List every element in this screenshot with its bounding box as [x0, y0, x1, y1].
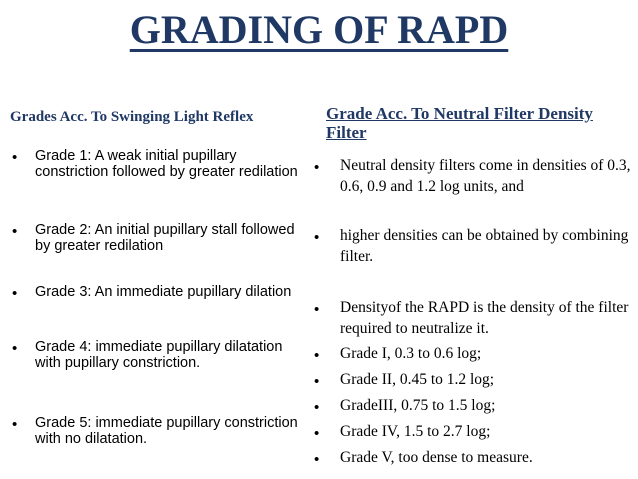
- bullet-icon: •: [314, 159, 320, 176]
- bullet-icon: •: [12, 223, 18, 240]
- right-list-item: GradeIII, 0.75 to 1.5 log;: [340, 397, 496, 414]
- right-column-heading: Grade Acc. To Neutral Filter Density Filter: [326, 104, 593, 142]
- bullet-icon: •: [314, 229, 320, 246]
- left-list-item: Grade 2: An initial pupillary stall followed by greater redilation: [35, 222, 295, 254]
- right-list-item: Grade IV, 1.5 to 2.7 log;: [340, 423, 491, 440]
- left-list-item: Grade 4: immediate pupillary dilatation with pupillary constriction.: [35, 339, 283, 371]
- right-list-item: higher densities can be obtained by combining filter.: [340, 227, 629, 265]
- slide-title: [0, 4, 638, 56]
- bullet-icon: •: [314, 301, 320, 318]
- right-list-item: Grade II, 0.45 to 1.2 log;: [340, 371, 495, 388]
- bullet-icon: •: [12, 416, 18, 433]
- right-list-item: Grade V, too dense to measure.: [340, 449, 533, 466]
- bullet-icon: •: [314, 451, 320, 468]
- left-column-heading: Grades Acc. To Swinging Light Reflex: [10, 109, 254, 125]
- slide-title-text: GRADING OF RAPD: [129, 7, 509, 52]
- bullet-icon: •: [12, 285, 18, 302]
- bullet-icon: •: [314, 425, 320, 442]
- bullet-icon: •: [314, 347, 320, 364]
- right-list-item: Densityof the RAPD is the density of the filter required to neutralize it.: [340, 299, 629, 337]
- left-list-item: Grade 3: An immediate pupillary dilation: [35, 284, 292, 300]
- right-list-item: Grade I, 0.3 to 0.6 log;: [340, 345, 482, 362]
- left-list-item: Grade 5: immediate pupillary constriction with no dilatation.: [35, 415, 298, 447]
- bullet-icon: •: [314, 373, 320, 390]
- bullet-icon: •: [12, 149, 18, 166]
- bullet-icon: •: [314, 399, 320, 416]
- right-list-item: Neutral density filters come in densities of 0.3, 0.6, 0.9 and 1.2 log units, and: [340, 157, 631, 195]
- left-list-item: Grade 1: A weak initial pupillary constriction followed by greater redilation: [35, 148, 298, 180]
- bullet-icon: •: [12, 340, 18, 357]
